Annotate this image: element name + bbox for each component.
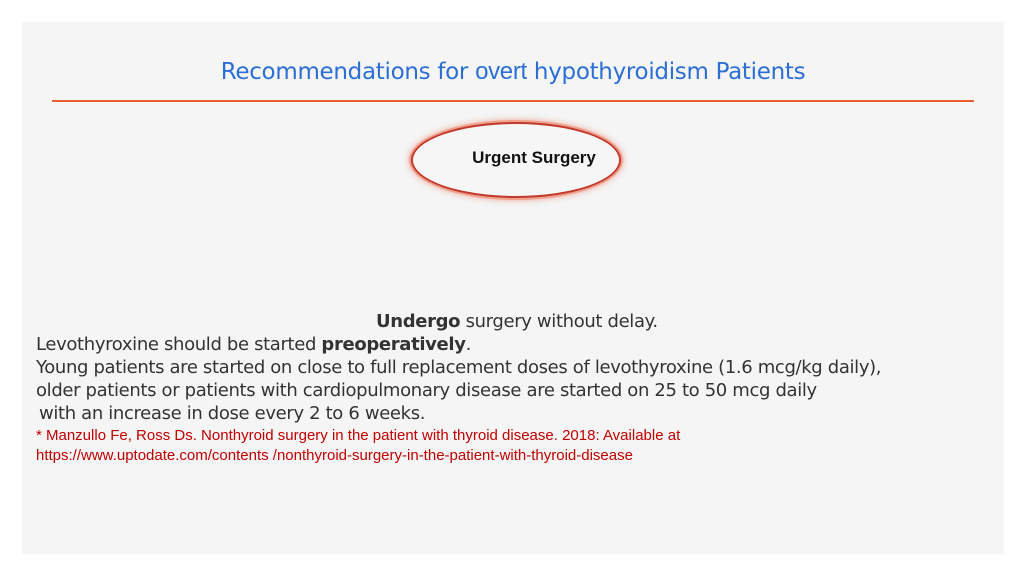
body-line-3: Young patients are started on close to full replacement doses of levothyroxine (1.6 mcg/kg daily), <box>36 357 882 378</box>
body-line-2-end: . <box>465 334 471 355</box>
title-emphasis: overt <box>475 58 527 85</box>
title-divider <box>52 100 974 102</box>
body-line-1-bold: Undergo <box>376 311 461 332</box>
reference <box>36 426 976 466</box>
slide <box>22 22 1004 554</box>
body-line-5: with an increase in dose every 2 to 6 weeks. <box>39 403 426 424</box>
body-line-1-rest: surgery without delay. <box>460 311 658 332</box>
reference-line-2: https://www.uptodate.com/contents /nonthyroid-surgery-in-the-patient-with-thyroid-disease <box>36 447 633 464</box>
body-line-2 <box>36 333 976 356</box>
body-line-2-text: Levothyroxine should be started <box>36 334 322 355</box>
body-line-4: older patients or patients with cardiopulmonary disease are started on 25 to 50 mcg daily <box>36 380 817 401</box>
title-suffix: hypothyroidism Patients <box>526 59 806 85</box>
body-line-1 <box>36 310 976 333</box>
slide-title <box>22 58 1004 86</box>
body-text <box>36 310 976 425</box>
oval-label: Urgent Surgery <box>472 148 596 167</box>
title-prefix: Recommendations for <box>220 59 476 85</box>
body-line-2-bold: preoperatively <box>321 334 466 355</box>
reference-line-1: * Manzullo Fe, Ross Ds. Nonthyroid surgery in the patient with thyroid disease. 2018: Available at <box>36 427 681 444</box>
